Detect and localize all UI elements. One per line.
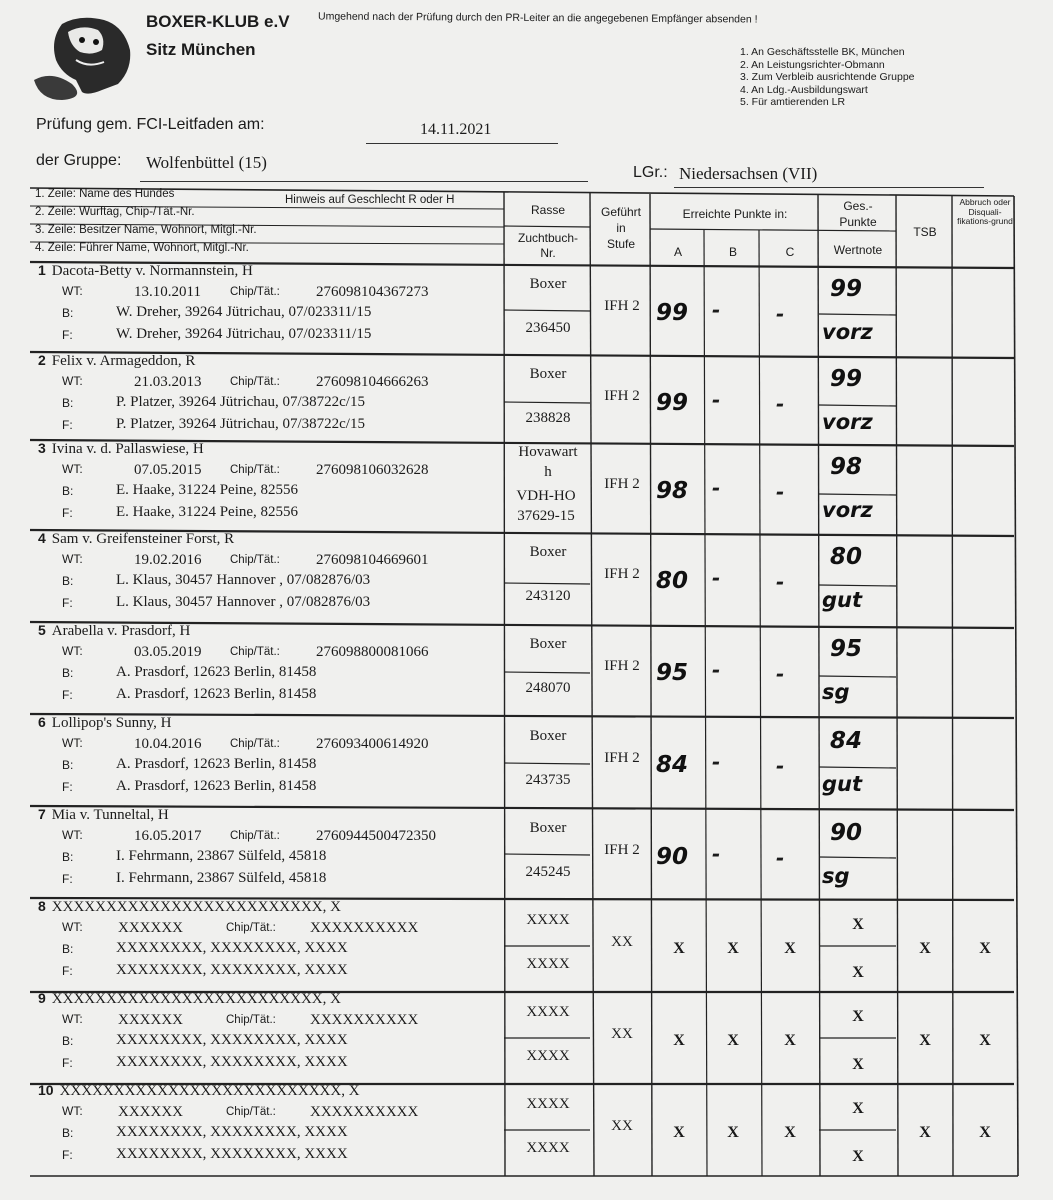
header-tsb: TSB — [913, 225, 937, 239]
chip-label: Chip/Tät.: — [230, 738, 280, 750]
wt-label: WT: — [62, 374, 83, 388]
header-rasse: Rasse — [530, 203, 565, 217]
dog-name-text: XXXXXXXXXXXXXXXXXXXXXXXXXX, X — [59, 1083, 360, 1099]
wt-label: WT: — [62, 284, 83, 298]
dog-name — [38, 352, 498, 370]
dog-name-text: Arabella v. Prasdorf, H — [51, 623, 191, 639]
handler-label: F: — [62, 1148, 73, 1162]
points-b: - — [712, 750, 721, 774]
wt-label: WT: — [62, 828, 83, 842]
stufe-value: XX — [611, 1118, 633, 1134]
chip-label: Chip/Tät.: — [230, 646, 280, 658]
chip-number: 276098104367273 — [316, 284, 429, 300]
handler-label: F: — [62, 872, 73, 886]
total-points: X — [852, 1008, 864, 1025]
recipient-item: 3. Zum Verbleib ausrichtende Gruppe — [740, 71, 915, 83]
wt-date: 21.03.2013 — [134, 374, 202, 390]
stufe-value: IFH 2 — [604, 388, 640, 404]
entry-number: 5 — [38, 622, 46, 638]
rasse-value: Boxer — [529, 366, 567, 382]
chip-number: XXXXXXXXXX — [310, 1104, 419, 1120]
owner-label: B: — [62, 942, 74, 956]
total-points: 95 — [830, 636, 863, 662]
owner-label: B: — [62, 758, 74, 772]
header-line1: 1. Zeile: Name des Hundes — [35, 188, 175, 200]
wt-label: WT: — [62, 644, 83, 658]
total-points: 84 — [830, 728, 863, 754]
points-a: 90 — [656, 844, 689, 870]
grade-value: gut — [822, 588, 863, 612]
wt-date: XXXXXX — [118, 920, 183, 936]
points-c: X — [784, 1124, 796, 1141]
chip-label: Chip/Tät.: — [226, 1106, 276, 1118]
instruction-text: Umgehend nach der Prüfung durch den PR-Leiter an die angegebenen Empfänger absenden ! — [317, 10, 758, 26]
chip-number: 276098104666263 — [316, 374, 429, 390]
tsb-value: X — [919, 1032, 931, 1049]
owner-info: W. Dreher, 39264 Jütrichau, 07/023311/15 — [116, 304, 372, 320]
points-b: - — [712, 298, 721, 322]
points-c: - — [776, 302, 785, 326]
points-a: X — [673, 1124, 685, 1141]
dog-name — [38, 440, 498, 458]
chip-number: 276098106032628 — [316, 462, 429, 478]
abbruch-value: X — [979, 1032, 991, 1049]
header-wertnote: Wertnote — [833, 243, 883, 257]
handler-info: E. Haake, 31224 Peine, 82556 — [116, 504, 299, 520]
points-b: - — [712, 476, 721, 500]
zuchtbuch-value: XXXX — [526, 1048, 570, 1064]
recipient-item: 1. An Geschäftsstelle BK, München — [740, 46, 905, 58]
rasse-value: Boxer — [529, 636, 567, 652]
owner-info: XXXXXXXX, XXXXXXXX, XXXX — [116, 1124, 348, 1140]
entry-number: 8 — [38, 898, 46, 914]
chip-number: 276093400614920 — [316, 736, 429, 752]
points-c: X — [784, 1032, 796, 1049]
points-a: 99 — [656, 390, 689, 416]
points-b: - — [712, 566, 721, 590]
owner-info: P. Platzer, 39264 Jütrichau, 07/38722c/15 — [116, 394, 365, 410]
owner-label: B: — [62, 396, 74, 410]
dog-name — [38, 898, 498, 916]
grade-value: X — [852, 964, 864, 981]
zuchtbuch-value: XXXX — [526, 1140, 570, 1156]
stufe-value: IFH 2 — [604, 298, 640, 314]
wt-date: XXXXXX — [118, 1104, 183, 1120]
total-points: 99 — [830, 276, 863, 302]
owner-info: E. Haake, 31224 Peine, 82556 — [116, 482, 299, 498]
dog-name-text: Mia v. Tunneltal, H — [51, 807, 169, 823]
zuchtbuch-value: 243120 — [525, 588, 571, 604]
points-c: - — [776, 392, 785, 416]
chip-number: 2760944500472350 — [316, 828, 436, 844]
points-c: - — [776, 570, 785, 594]
rasse-value: Boxer — [529, 728, 567, 744]
zuchtbuch-value: XXXX — [526, 956, 570, 972]
handler-label: F: — [62, 506, 73, 520]
rasse-value: Boxer — [529, 544, 567, 560]
handler-label: F: — [62, 328, 73, 342]
points-a: 80 — [656, 568, 689, 594]
chip-label: Chip/Tät.: — [230, 554, 280, 566]
club-seat: Sitz München — [146, 40, 256, 59]
grade-value: gut — [822, 772, 863, 796]
rasse-value: XXXX — [526, 1004, 570, 1020]
chip-label: Chip/Tät.: — [230, 286, 280, 298]
grade-value: vorz — [822, 320, 873, 344]
group-label: der Gruppe: — [36, 152, 122, 169]
points-b: - — [712, 842, 721, 866]
handler-label: F: — [62, 780, 73, 794]
zuchtbuch-value: VDH-HO 37629-15 — [516, 488, 576, 524]
handler-info: P. Platzer, 39264 Jütrichau, 07/38722c/15 — [116, 416, 365, 432]
recipient-item: 2. An Leistungsrichter-Obmann — [740, 58, 885, 71]
entry-number: 4 — [38, 530, 46, 546]
grade-value: vorz — [822, 410, 873, 434]
header-col-b: B — [728, 245, 737, 259]
wt-label: WT: — [62, 920, 83, 934]
chip-label: Chip/Tät.: — [230, 830, 280, 842]
abbruch-value: X — [979, 1124, 991, 1141]
club-name: BOXER-KLUB e.V — [146, 12, 290, 31]
points-b: - — [712, 658, 721, 682]
zuchtbuch-value: 243735 — [525, 772, 571, 788]
dog-name — [38, 806, 498, 824]
chip-label: Chip/Tät.: — [226, 922, 276, 934]
dog-name-text: Sam v. Greifensteiner Forst, R — [51, 531, 235, 547]
handler-label: F: — [62, 964, 73, 978]
grade-value: sg — [822, 864, 850, 888]
chip-number: 276098104669601 — [316, 552, 429, 568]
zuchtbuch-value: 236450 — [525, 320, 571, 336]
wt-label: WT: — [62, 736, 83, 750]
tsb-value: X — [919, 1124, 931, 1141]
grade-value: vorz — [822, 498, 873, 522]
stufe-value: IFH 2 — [604, 566, 640, 582]
points-c: - — [776, 754, 785, 778]
rasse-value: Hovawart h — [518, 444, 578, 480]
chip-label: Chip/Tät.: — [230, 376, 280, 388]
entry-number: 6 — [38, 714, 46, 730]
owner-label: B: — [62, 306, 74, 320]
handler-label: F: — [62, 418, 73, 432]
stufe-value: IFH 2 — [604, 476, 640, 492]
entry-number: 7 — [38, 806, 46, 822]
chip-label: Chip/Tät.: — [226, 1014, 276, 1026]
dog-name — [38, 622, 498, 640]
stufe-value: IFH 2 — [604, 750, 640, 766]
abbruch-value: X — [979, 940, 991, 957]
dog-name — [38, 530, 498, 548]
entry-number: 1 — [38, 262, 46, 278]
points-b: - — [712, 388, 721, 412]
handler-label: F: — [62, 688, 73, 702]
handler-info: I. Fehrmann, 23867 Sülfeld, 45818 — [116, 870, 327, 886]
points-a: X — [673, 940, 685, 957]
points-b: X — [727, 1032, 739, 1049]
total-points: X — [852, 1100, 864, 1117]
total-points: 98 — [830, 454, 863, 480]
lgr-label: LGr.: — [633, 164, 668, 181]
wt-date: 19.02.2016 — [134, 552, 202, 568]
chip-number: XXXXXXXXXX — [310, 920, 419, 936]
rasse-value: XXXX — [526, 912, 570, 928]
dog-name — [38, 990, 498, 1008]
chip-number: 276098800081066 — [316, 644, 429, 660]
handler-info: XXXXXXXX, XXXXXXXX, XXXX — [116, 1146, 348, 1162]
dog-name-text: Felix v. Armageddon, R — [51, 353, 196, 369]
header-zuchtbuch: Zuchtbuch- Nr. — [517, 231, 579, 260]
dog-name-text: Dacota-Betty v. Normannstein, H — [51, 263, 253, 279]
points-a: 99 — [656, 300, 689, 326]
zuchtbuch-value: 248070 — [525, 680, 571, 696]
points-c: - — [776, 846, 785, 870]
wt-label: WT: — [62, 462, 83, 476]
entry-number: 2 — [38, 352, 46, 368]
rasse-value: Boxer — [529, 820, 567, 836]
handler-info: L. Klaus, 30457 Hannover , 07/082876/03 — [116, 594, 371, 610]
rasse-value: XXXX — [526, 1096, 570, 1112]
wt-date: 07.05.2015 — [134, 462, 202, 478]
total-points: X — [852, 916, 864, 933]
points-a: 84 — [656, 752, 689, 778]
owner-label: B: — [62, 850, 74, 864]
points-c: - — [776, 662, 785, 686]
stufe-value: IFH 2 — [604, 658, 640, 674]
header-gefuehrt: Geführt in Stufe — [600, 205, 642, 251]
header-abbruch: Abbruch oder Disquali-fikations-grund — [957, 197, 1013, 226]
dog-name — [38, 1082, 498, 1100]
zuchtbuch-value: 245245 — [525, 864, 571, 880]
entry-number: 9 — [38, 990, 46, 1006]
header-col-c: C — [785, 245, 795, 259]
owner-label: B: — [62, 484, 74, 498]
wt-date: 03.05.2019 — [134, 644, 202, 660]
header-ges-punkte: Ges.- Punkte — [839, 199, 877, 229]
wt-label: WT: — [62, 1104, 83, 1118]
owner-info: A. Prasdorf, 12623 Berlin, 81458 — [116, 756, 317, 772]
dog-name-text: XXXXXXXXXXXXXXXXXXXXXXXXX, X — [51, 991, 341, 1007]
points-a: 95 — [656, 660, 689, 686]
points-b: X — [727, 940, 739, 957]
exam-label: Prüfung gem. FCI-Leitfaden am: — [36, 116, 265, 133]
recipient-item: 5. Für amtierenden LR — [740, 96, 846, 108]
dog-name — [38, 714, 498, 732]
owner-info: A. Prasdorf, 12623 Berlin, 81458 — [116, 664, 317, 680]
header-line3: 3. Zeile: Besitzer Name, Wohnort, Mitgl.-Nr. — [35, 224, 257, 236]
owner-info: L. Klaus, 30457 Hannover , 07/082876/03 — [116, 572, 371, 588]
handler-info: XXXXXXXX, XXXXXXXX, XXXX — [116, 962, 348, 978]
handler-info: XXXXXXXX, XXXXXXXX, XXXX — [116, 1054, 348, 1070]
owner-label: B: — [62, 1034, 74, 1048]
chip-label: Chip/Tät.: — [230, 464, 280, 476]
handler-label: F: — [62, 596, 73, 610]
header-punkte: Erreichte Punkte in: — [682, 207, 788, 221]
header-gender-hint: Hinweis auf Geschlecht R oder H — [285, 194, 455, 206]
points-c: X — [784, 940, 796, 957]
wt-date: 13.10.2011 — [134, 284, 201, 300]
wt-date: 10.04.2016 — [134, 736, 202, 752]
dog-name-text: Lollipop's Sunny, H — [51, 715, 172, 731]
points-a: 98 — [656, 478, 689, 504]
stufe-value: XX — [611, 934, 633, 950]
lgr-value: Niedersachsen (VII) — [679, 164, 818, 183]
points-b: X — [727, 1124, 739, 1141]
total-points: 90 — [830, 820, 863, 846]
grade-value: X — [852, 1056, 864, 1073]
handler-info: W. Dreher, 39264 Jütrichau, 07/023311/15 — [116, 326, 372, 342]
wt-label: WT: — [62, 552, 83, 566]
wt-date: 16.05.2017 — [134, 828, 202, 844]
owner-info: XXXXXXXX, XXXXXXXX, XXXX — [116, 940, 348, 956]
tsb-value: X — [919, 940, 931, 957]
zuchtbuch-value: 238828 — [525, 410, 571, 426]
header-line2: 2. Zeile: Wurftag, Chip-/Tät.-Nr. — [35, 206, 195, 218]
owner-label: B: — [62, 1126, 74, 1140]
wt-label: WT: — [62, 1012, 83, 1026]
handler-info: A. Prasdorf, 12623 Berlin, 81458 — [116, 686, 317, 702]
wt-date: XXXXXX — [118, 1012, 183, 1028]
total-points: 99 — [830, 366, 863, 392]
points-a: X — [673, 1032, 685, 1049]
owner-info: I. Fehrmann, 23867 Sülfeld, 45818 — [116, 848, 327, 864]
owner-label: B: — [62, 574, 74, 588]
total-points: 80 — [830, 544, 863, 570]
header-line4: 4. Zeile: Führer Name, Wohnort, Mitgl.-Nr. — [35, 242, 249, 254]
recipient-item: 4. An Ldg.-Ausbildungswart — [740, 83, 868, 96]
chip-number: XXXXXXXXXX — [310, 1012, 419, 1028]
stufe-value: IFH 2 — [604, 842, 640, 858]
owner-info: XXXXXXXX, XXXXXXXX, XXXX — [116, 1032, 348, 1048]
group-value: Wolfenbüttel (15) — [146, 153, 267, 172]
dog-name-text: Ivina v. d. Pallaswiese, H — [51, 441, 204, 457]
handler-info: A. Prasdorf, 12623 Berlin, 81458 — [116, 778, 317, 794]
grade-value: sg — [822, 680, 850, 704]
dog-name — [38, 262, 498, 280]
stufe-value: XX — [611, 1026, 633, 1042]
exam-date: 14.11.2021 — [420, 121, 492, 138]
rasse-value: Boxer — [529, 276, 567, 292]
grade-value: X — [852, 1148, 864, 1165]
entry-number: 3 — [38, 440, 46, 456]
points-c: - — [776, 480, 785, 504]
owner-label: B: — [62, 666, 74, 680]
dog-name-text: XXXXXXXXXXXXXXXXXXXXXXXXX, X — [51, 899, 341, 915]
header-col-a: A — [673, 245, 682, 259]
entry-number: 10 — [38, 1082, 54, 1098]
handler-label: F: — [62, 1056, 73, 1070]
